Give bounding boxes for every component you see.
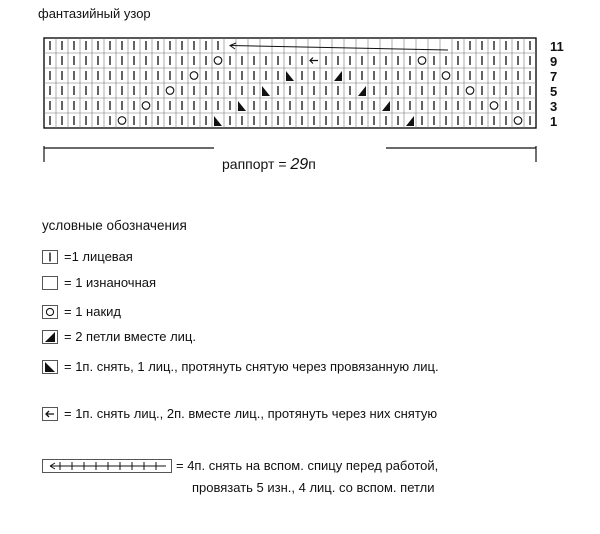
legend-text-purl: = 1 изнаночная	[64, 275, 157, 290]
row-label: 9	[550, 54, 558, 69]
legend-text-cable-1: = 4п. снять на вспом. спицу перед работой,	[176, 458, 439, 473]
legend-text-ssk: = 1п. снять, 1 лиц., протянуть снятую через провязанную лиц.	[64, 359, 439, 374]
ssk-icon	[42, 360, 58, 374]
knit-stitch-icon	[42, 250, 58, 264]
chart-title: фантазийный узор	[38, 6, 151, 21]
row-label: 1	[550, 114, 558, 129]
legend-text-knit: =1 лицевая	[64, 249, 133, 264]
rapport-equals: =	[278, 156, 287, 172]
row-label: 11	[550, 39, 564, 54]
purl-stitch-icon	[42, 276, 58, 290]
legend-text-sk2p: = 1п. снять лиц., 2п. вместе лиц., протянуть через них снятую	[64, 406, 438, 421]
legend-text-k2tog: = 2 петли вместе лиц.	[64, 329, 196, 344]
legend-text-yarn-over: = 1 накид	[64, 304, 121, 319]
cable-cross-icon	[42, 459, 172, 473]
left-arrow-icon	[42, 407, 58, 421]
yarn-over-icon	[42, 305, 58, 319]
rapport-unit: п	[308, 156, 316, 172]
rapport-label	[222, 156, 316, 174]
rapport-word: раппорт	[222, 156, 275, 172]
row-label: 5	[550, 84, 558, 99]
legend-text-cable-2: провязать 5 изн., 4 лиц. со вспом. петли	[192, 480, 435, 495]
row-label: 3	[550, 99, 558, 114]
knitting-chart	[40, 36, 564, 176]
k2tog-icon	[42, 330, 58, 344]
legend-title: условные обозначения	[42, 218, 187, 233]
rapport-value: 29	[290, 156, 309, 173]
row-label: 7	[550, 69, 558, 84]
